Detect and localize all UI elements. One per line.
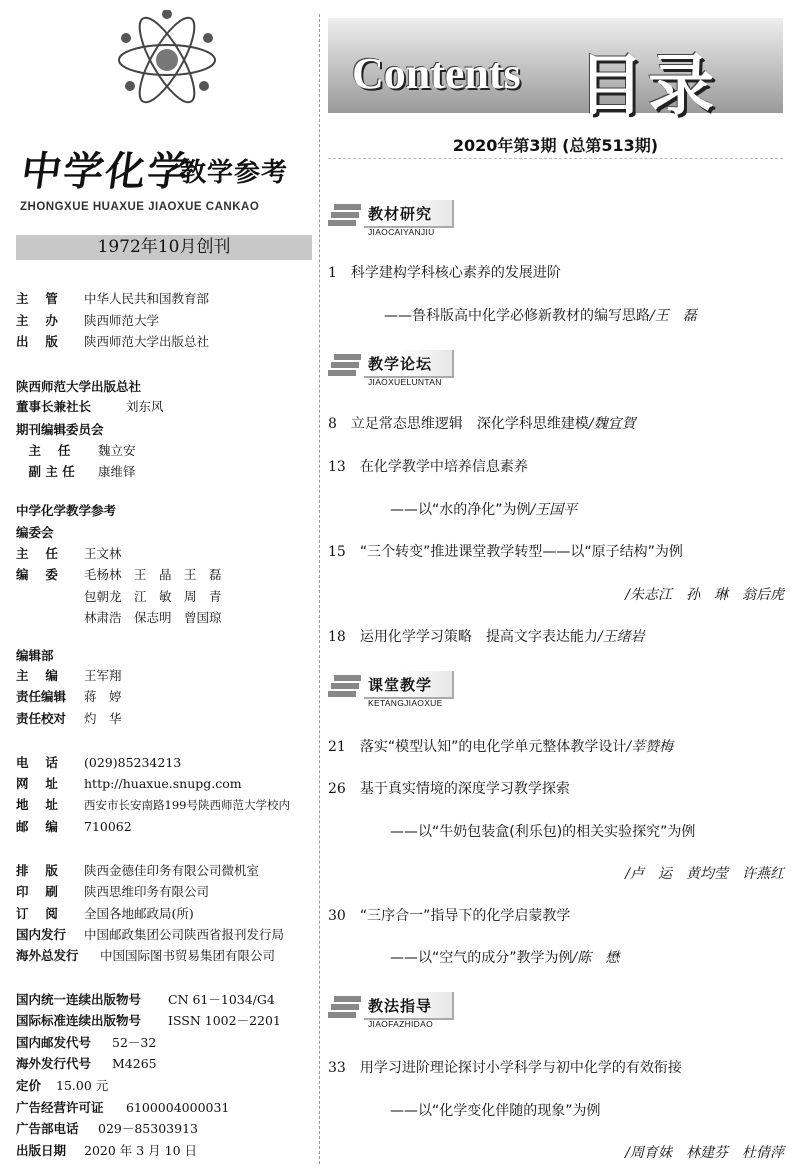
masthead-row: 定价 15.00 元 [16,1078,109,1093]
mulu-title: 目录 [578,47,718,124]
masthead-row: 海外总发行 中国国际图书贸易集团有限公司 [16,948,276,963]
section-pinyin: JIAOXUELUNTAN [368,377,442,387]
journal-name-label: 中学化学教学参考 [16,503,117,518]
article-entry[interactable]: 18 运用化学学习策略 提高文字表达能力/王绪岩 [328,629,645,645]
section-pinyin: JIAOFAZHIDAO [368,1019,433,1029]
masthead-row: 出 版 陕西师范大学出版总社 [16,334,210,349]
article-subtitle: ——以“牛奶包装盒(利乐包)的相关实验探究”为例 [390,824,696,840]
masthead-row: 广告部电话 029－85303913 [16,1121,198,1136]
founded-date: 1972年10月创刊 [97,237,231,257]
article-entry[interactable]: 8 立足常态思维逻辑 深化学科思维建模/魏宜賀 [328,416,636,432]
editorial-board-title: 编委会 [16,525,54,540]
journal-english-name: ZHONGXUE HUAXUE JIAOXUE CANKAO [20,201,260,213]
masthead-row: 邮 编 710062 [16,819,132,834]
masthead-row: 林肃浩 保志明 曾国琼 [84,610,222,625]
masthead-row: 国内发行 中国邮政集团公司陕西省报刊发行局 [16,927,285,942]
masthead-row: 主 管 中华人民共和国教育部 [16,291,210,306]
section-title: 教法指导 [368,997,433,1015]
committee-title: 期刊编辑委员会 [16,422,104,437]
section-bars-icon [328,996,361,1018]
masthead-row: 责任校对 灼 华 [16,711,122,726]
masthead-row: 电 话 (029)85234213 [16,755,182,770]
masthead-row: 主 编 王军翔 [16,668,122,683]
section-title: 课堂教学 [368,676,433,694]
masthead-row: 印 刷 陕西思维印务有限公司 [16,884,210,899]
article-subtitle: ——鲁科版高中化学必修新教材的编写思路/王 磊 [384,308,697,324]
section-header [328,992,458,1028]
masthead-row: 国内邮发代号 52－32 [16,1035,157,1050]
article-entry[interactable]: 26 基于真实情境的深度学习教学探索 [328,781,570,797]
contents-title: Contents [352,49,521,98]
masthead-row: 主 任 魏立安 [16,443,136,458]
article-authors: /卢 运 黄均莹 许燕红 [625,866,784,882]
masthead-row: 国际标准连续出版物号 ISSN 1002－2201 [16,1013,281,1028]
masthead-row: 订 阅 全国各地邮政局(所) [16,906,194,921]
article-authors: /朱志江 孙 琳 翁后虎 [625,587,784,603]
article-entry[interactable]: 1 科学建构学科核心素养的发展进阶 [328,265,561,281]
column-divider [319,14,320,1164]
section-title: 教学论坛 [368,355,433,373]
editorial-dept-title: 编辑部 [16,648,54,663]
article-subtitle: ——以“空气的成分”教学为例/陈 懋 [390,950,620,966]
masthead-row: 主 办 陕西师范大学 [16,313,160,328]
publisher-org: 陕西师范大学出版总社 [16,379,142,394]
section-header [328,200,458,236]
article-entry[interactable]: 30 “三序合一”指导下的化学启蒙教学 [328,908,571,924]
issue-number: 2020年第3期 (总第513期) [452,136,659,155]
section-bars-icon [328,204,361,226]
article-entry[interactable]: 21 落实“模型认知”的电化学单元整体教学设计/莘赞梅 [328,739,674,755]
article-entry[interactable]: 33 用学习进阶理论探讨小学科学与初中化学的有效衔接 [328,1060,682,1076]
masthead-row: 副 主 任 康维铎 [16,464,136,479]
section-header [328,671,458,707]
article-entry[interactable]: 13 在化学教学中培养信息素养 [328,459,528,475]
masthead-row: 国内统一连续出版物号 CN 61－1034/G4 [16,992,275,1007]
masthead-row: 编 委 毛杨林 王 晶 王 磊 [16,567,222,582]
masthead-row: 包朝龙 江 敏 周 青 [84,589,222,604]
atom-logo-icon [112,10,222,110]
masthead-row: 地 址 西安市长安南路199号陕西师范大学校内 [16,797,290,812]
masthead-row: 董事长兼社长 刘东风 [16,399,164,414]
journal-subtitle: 教学参考 [180,158,289,188]
masthead-row: 广告经营许可证 6100004000031 [16,1100,230,1115]
masthead-row: 主 任 王文林 [16,546,122,561]
masthead-row: 排 版 陕西金德佳印务有限公司微机室 [16,863,260,878]
article-subtitle: ——以“水的净化”为例/王国平 [390,502,578,518]
section-title: 教材研究 [368,205,433,223]
masthead-row: 网 址 http://huaxue.snupg.com [16,776,242,791]
article-subtitle: ——以“化学变化伴随的现象”为例 [390,1103,601,1119]
section-bars-icon [328,675,361,697]
article-authors: /周育妹 林建芬 杜倩萍 [625,1145,784,1161]
masthead-row: 海外发行代号 M4265 [16,1056,157,1071]
masthead-row: 出版日期 2020 年 3 月 10 日 [16,1143,198,1158]
article-entry[interactable]: 15 “三个转变”推进课堂教学转型——以“原子结构”为例 [328,544,683,560]
section-header [328,350,458,386]
section-bars-icon [328,354,361,376]
issue-divider [328,158,783,159]
section-pinyin: KETANGJIAOXUE [368,698,443,708]
section-pinyin: JIAOCAIYANJIU [368,227,435,237]
masthead-row: 责任编辑 蒋 婷 [16,689,122,704]
journal-logo: 中学化学 [18,148,193,195]
